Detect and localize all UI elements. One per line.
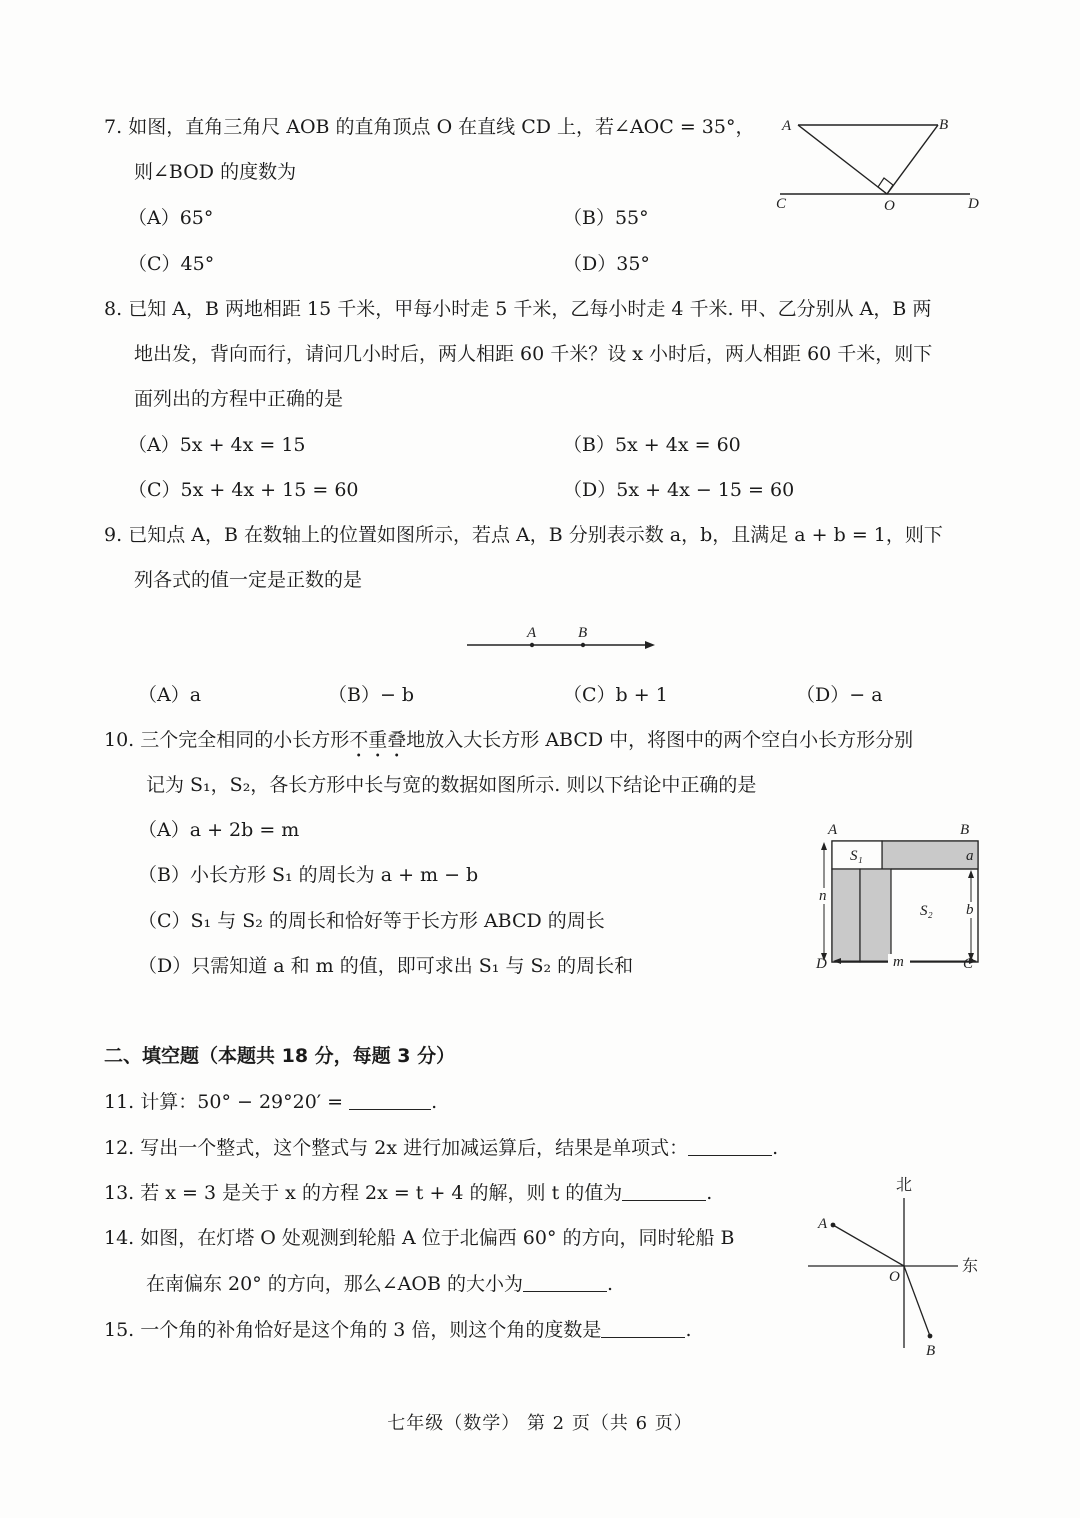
q14-label-o: O — [889, 1269, 900, 1285]
q14-label-east: 东 — [962, 1258, 979, 1275]
q8-text: 已知 A，B 两地相距 15 千米，甲每小时走 5 千米，乙每小时走 4 千米. 甲、乙分别从 A，B 两 — [128, 298, 932, 320]
q8-number: 8. — [104, 298, 123, 320]
q7-stem-line2: 则∠BOD 的度数为 — [134, 161, 297, 183]
q9-option-b[interactable]: （B）− b — [328, 684, 415, 706]
q8-option-c[interactable]: （C）5x + 4x + 15 = 60 — [128, 479, 359, 501]
q10-option-b[interactable]: （B）小长方形 S₁ 的周长为 a + m − b — [138, 864, 479, 886]
page-footer: 七年级（数学） 第 2 页（共 6 页） — [387, 1413, 693, 1434]
q10-text-pre: 三个完全相同的小长方形 — [140, 729, 350, 751]
q14-label-a: A — [818, 1216, 828, 1232]
q14-line2 — [146, 1272, 613, 1296]
q10-label-c-point: C — [963, 956, 974, 972]
q8-option-a[interactable]: （A）5x + 4x = 15 — [128, 434, 306, 456]
q9-stem-line2: 列各式的值一定是正数的是 — [134, 569, 363, 591]
q15-number: 15. — [104, 1319, 135, 1341]
q10-label-a: a — [966, 848, 974, 864]
q8-stem-line1 — [104, 297, 931, 321]
q9-option-d[interactable]: （D）− a — [796, 684, 883, 706]
q13-end: . — [706, 1182, 713, 1204]
q14-text: 如图，在灯塔 O 处观测到轮船 A 位于北偏西 60° 的方向，同时轮船 B — [140, 1227, 735, 1249]
q7-label-a: A — [782, 118, 792, 134]
q14-text-2: 在南偏东 20° 的方向，那么∠AOB 的大小为 — [146, 1273, 523, 1295]
q10-label-b: b — [966, 902, 974, 918]
q10-label-s1: S₁ — [850, 848, 863, 864]
q15-answer-blank[interactable] — [601, 1319, 685, 1338]
q10-label-m: m — [893, 954, 904, 970]
q11-number: 11. — [104, 1091, 135, 1113]
q11 — [104, 1090, 437, 1114]
q9-label-a: A — [527, 625, 537, 641]
q15-text: 一个角的补角恰好是这个角的 3 倍，则这个角的度数是 — [140, 1319, 602, 1341]
q10-label-d-point: D — [816, 956, 827, 972]
q10-stem-line2: 记为 S₁，S₂，各长方形中长与宽的数据如图所示. 则以下结论中正确的是 — [146, 774, 757, 796]
q7-option-d[interactable]: （D）35° — [563, 253, 650, 275]
q10-emphasis: 不重叠 — [349, 729, 407, 751]
q14-label-b: B — [926, 1343, 936, 1359]
q7-figure — [770, 110, 985, 225]
q13-text: 若 x = 3 是关于 x 的方程 2x = t + 4 的解，则 t 的值为 — [140, 1182, 623, 1204]
q10-option-a[interactable]: （A）a + 2b = m — [138, 819, 300, 841]
q12 — [104, 1136, 778, 1160]
q7-label-d: D — [968, 196, 979, 212]
q7-label-o: O — [884, 198, 895, 214]
q15 — [104, 1318, 691, 1342]
q9-stem-line1 — [104, 523, 943, 547]
q10-number: 10. — [104, 729, 135, 751]
q10-option-c[interactable]: （C）S₁ 与 S₂ 的周长和恰好等于长方形 ABCD 的周长 — [138, 910, 605, 932]
q8-option-b[interactable]: （B）5x + 4x = 60 — [563, 434, 741, 456]
q7-stem-line1 — [104, 115, 754, 139]
q9-number: 9. — [104, 524, 123, 546]
q10-label-a-point: A — [828, 822, 838, 838]
q9-number-line — [465, 620, 665, 665]
q14-compass-figure — [800, 1170, 990, 1365]
q8-stem-line3: 面列出的方程中正确的是 — [134, 388, 344, 410]
q8-option-d[interactable]: （D）5x + 4x − 15 = 60 — [563, 479, 795, 501]
q12-text: 写出一个整式，这个整式与 2x 进行加减运算后，结果是单项式： — [140, 1137, 689, 1159]
q13 — [104, 1181, 712, 1205]
q13-number: 13. — [104, 1182, 135, 1204]
q9-option-a[interactable]: （A）a — [138, 684, 202, 706]
q14-label-north: 北 — [896, 1177, 913, 1194]
q14-answer-blank[interactable] — [523, 1273, 607, 1292]
q8-stem-line2: 地出发，背向而行，请问几小时后，两人相距 60 千米？设 x 小时后，两人相距 60 千米，则下 — [134, 343, 933, 365]
q9-option-c[interactable]: （C）b + 1 — [563, 684, 668, 706]
q10-figure — [808, 818, 988, 983]
q9-label-b: B — [578, 625, 588, 641]
q9-text: 已知点 A，B 在数轴上的位置如图所示，若点 A，B 分别表示数 a，b，且满足 a + b = 1，则下 — [128, 524, 943, 546]
q10-label-b-point: B — [960, 822, 970, 838]
q14-line1 — [104, 1226, 734, 1250]
section-2-heading: 二、填空题（本题共 18 分，每题 3 分） — [104, 1045, 456, 1067]
q10-text-post: 地放入大长方形 ABCD 中，将图中的两个空白小长方形分别 — [406, 729, 914, 751]
q7-number: 7. — [104, 116, 123, 138]
q12-end: . — [772, 1137, 779, 1159]
q10-stem-line1 — [104, 728, 913, 762]
q10-label-n: n — [819, 888, 827, 904]
q13-answer-blank[interactable] — [622, 1182, 706, 1201]
q10-label-s2: S₂ — [920, 903, 933, 919]
q11-text: 计算：50° − 29°20′ = — [140, 1091, 344, 1113]
q12-answer-blank[interactable] — [688, 1137, 772, 1156]
q12-number: 12. — [104, 1137, 135, 1159]
q10-option-d[interactable]: （D）只需知道 a 和 m 的值，即可求出 S₁ 与 S₂ 的周长和 — [138, 955, 634, 977]
q14-end: . — [606, 1273, 614, 1295]
q7-option-c[interactable]: （C）45° — [128, 253, 215, 275]
q14-number: 14. — [104, 1227, 135, 1249]
q7-option-a[interactable]: （A）65° — [128, 207, 214, 229]
q7-option-b[interactable]: （B）55° — [563, 207, 649, 229]
q7-text: 如图，直角三角尺 AOB 的直角顶点 O 在直线 CD 上，若∠AOC = 35°， — [128, 116, 755, 138]
q7-label-b: B — [939, 117, 949, 133]
q11-answer-blank[interactable] — [349, 1091, 431, 1110]
q15-end: . — [685, 1319, 692, 1341]
q7-label-c: C — [776, 196, 787, 212]
q11-end: . — [431, 1091, 438, 1113]
